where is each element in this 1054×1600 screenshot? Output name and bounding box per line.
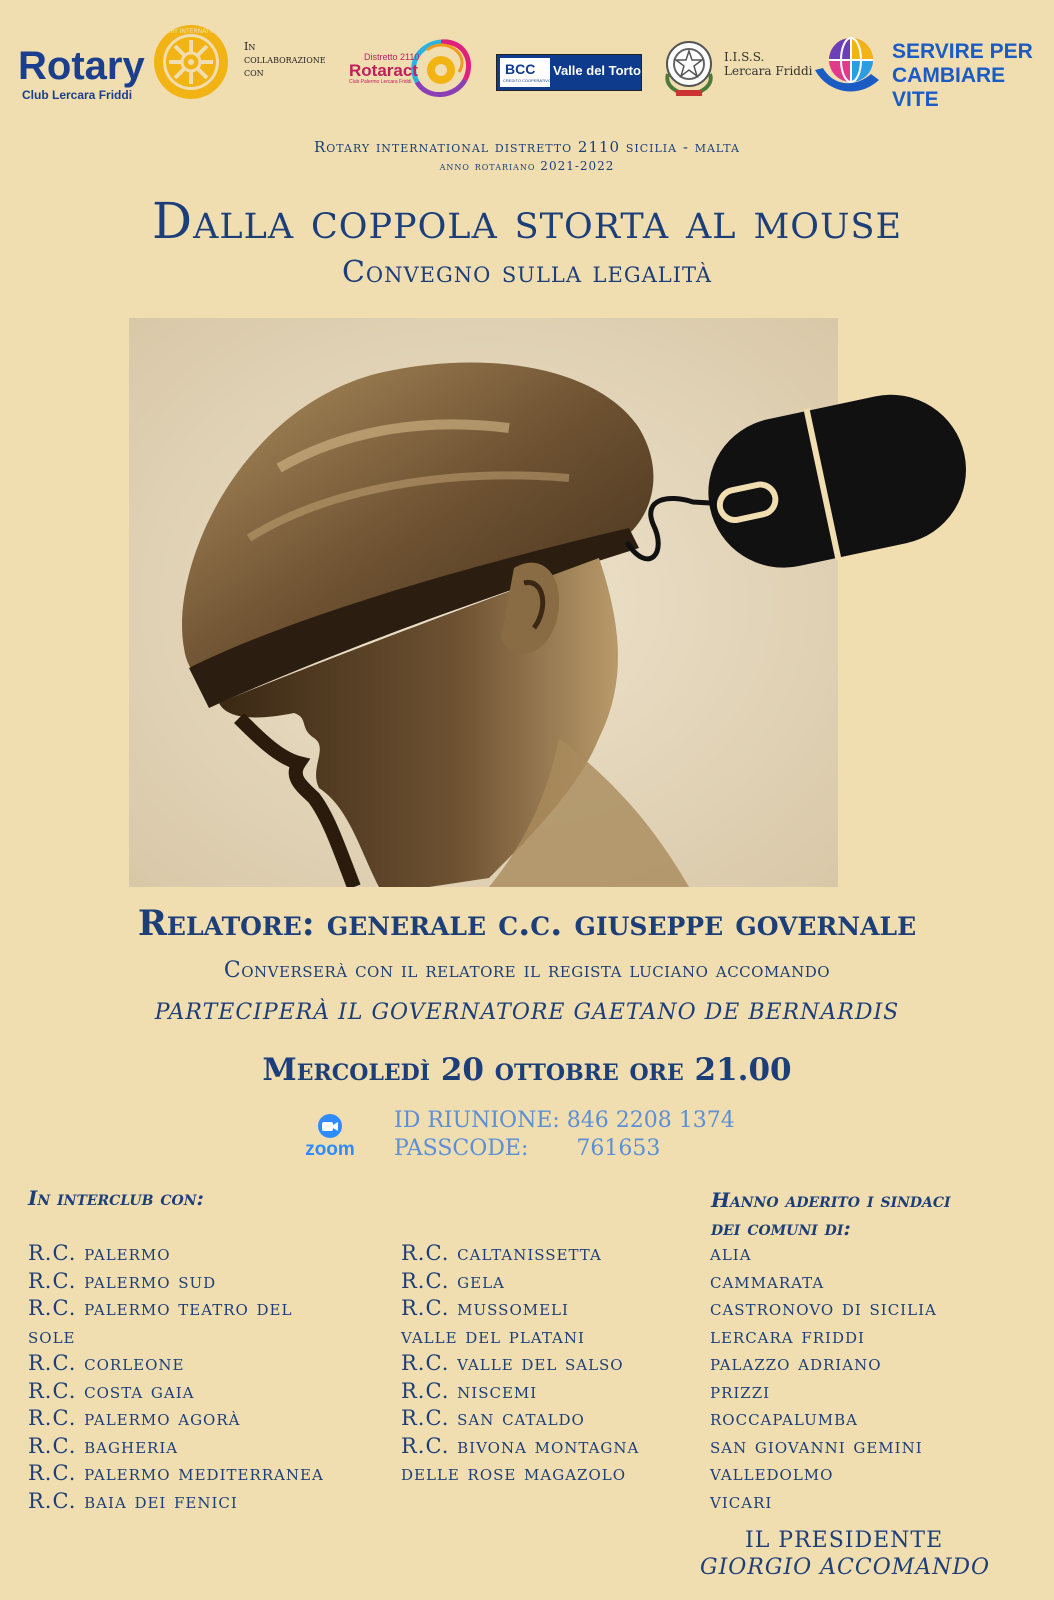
rotaract-district: Distretto 2110 [364,52,420,62]
list-item: R.C. bivona montagna [401,1433,640,1458]
president-label: IL PRESIDENTE [745,1528,944,1553]
list-item: valle del platani [401,1323,585,1348]
list-item: R.C. bagheria [28,1433,179,1458]
rotary-wheel-icon [151,22,231,102]
list-item: san giovanni gemini [710,1433,923,1458]
zoom-logo-text: zoom [305,1139,355,1160]
collab-line-1: In [244,40,256,53]
interclub-list-1 [28,1240,388,1515]
interclub-list-2 [401,1240,701,1488]
list-item: delle rose magazolo [401,1461,626,1485]
list-item: valledolmo [710,1461,834,1485]
rotaract-name: Rotaract [349,61,418,80]
interclub-heading: In interclub con: [28,1186,204,1210]
list-item: R.C. baia dei fenici [28,1488,238,1513]
list-item: R.C. costa gaia [28,1378,195,1403]
italian-emblem-icon [660,34,718,98]
meeting-info [394,1107,735,1163]
sindaci-list [710,1240,1040,1515]
iiss-line-1: I.I.S.S. [724,50,765,64]
list-item: sole [28,1323,76,1348]
computer-mouse-icon [618,384,974,578]
bcc-logo [496,54,642,91]
collab-line-3: con [244,66,264,79]
servire-logo [892,40,1054,112]
list-item: cammarata [710,1268,825,1293]
servire-globe-icon [813,34,883,100]
rotaract-logo [349,52,459,85]
president-name: GIORGIO ACCOMANDO [700,1555,991,1580]
list-item: palazzo adriano [710,1351,882,1375]
speaker-line: Relatore: generale c.c. giuseppe governale [137,903,917,944]
rotary-wheel-text: ROTARY INTERNATIONAL [154,28,228,35]
rotary-logo-text: Rotary [18,44,145,88]
list-item: R.C. san cataldo [401,1406,585,1430]
iiss-line-2: Lercara Friddi [724,64,813,78]
sindaci-heading-line-1: Hanno aderito i sindaci [711,1188,951,1212]
list-item: castronovo di sicilia [710,1296,937,1320]
rotaract-club: Club Palermo Lercara Friddi [349,79,412,85]
list-item: R.C. caltanissetta [401,1241,602,1265]
event-date: Mercoledì 20 ottobre ore 21.00 [262,1052,792,1088]
list-item: R.C. niscemi [401,1378,538,1403]
list-item: R.C. palermo sud [28,1268,217,1293]
subtitle: Convegno sulla legalità [341,255,713,290]
zoom-logo [300,1113,360,1163]
iiss-logo [724,50,813,78]
list-item: roccapalumba [710,1406,858,1430]
bcc-name: Valle del Torto [553,63,641,78]
list-item: R.C. palermo teatro del [28,1296,293,1320]
list-item: R.C. palermo agorà [28,1406,241,1430]
passcode-label: PASSCODE: [394,1136,529,1161]
list-item: R.C. palermo mediterranea [28,1461,324,1485]
main-title: Dalla coppola storta al mouse [151,192,902,250]
passcode-value: 761653 [576,1136,661,1161]
list-item: R.C. valle del salso [401,1351,624,1375]
list-item: lercara friddi [710,1323,865,1348]
list-item: alia [710,1241,752,1265]
governor-line: PARTECIPERÀ IL GOVERNATORE GAETANO DE BERNARDIS [154,1000,900,1025]
collaboration-label [244,40,326,79]
list-item: prizzi [710,1378,771,1403]
bcc-label: BCC [505,61,536,77]
sindaci-heading [711,1186,1041,1242]
list-item: vicari [710,1488,773,1513]
bcc-sub: CREDITO COOPERATIVO [503,78,552,83]
list-item: R.C. mussomeli [401,1296,569,1320]
zoom-camera-icon [300,1113,360,1139]
district-line: Rotary international distretto 2110 sicilia - malta [314,138,740,156]
servire-line-2: CAMBIARE VITE [892,64,1006,111]
list-item: R.C. gela [401,1268,505,1293]
year-line: anno rotariano 2021-2022 [439,159,615,173]
moderator-line: Converserà con il relatore il regista luciano accomando [223,958,831,983]
meeting-id: ID RIUNIONE: 846 2208 1374 [394,1108,735,1133]
servire-line-1: SERVIRE PER [892,40,1033,63]
collab-line-2: collaborazione [244,53,326,66]
list-item: R.C. palermo [28,1241,171,1265]
list-item: R.C. corleone [28,1351,185,1375]
rotary-club-name: Club Lercara Friddi [22,88,133,102]
sindaci-heading-line-2: dei comuni di: [711,1216,851,1240]
